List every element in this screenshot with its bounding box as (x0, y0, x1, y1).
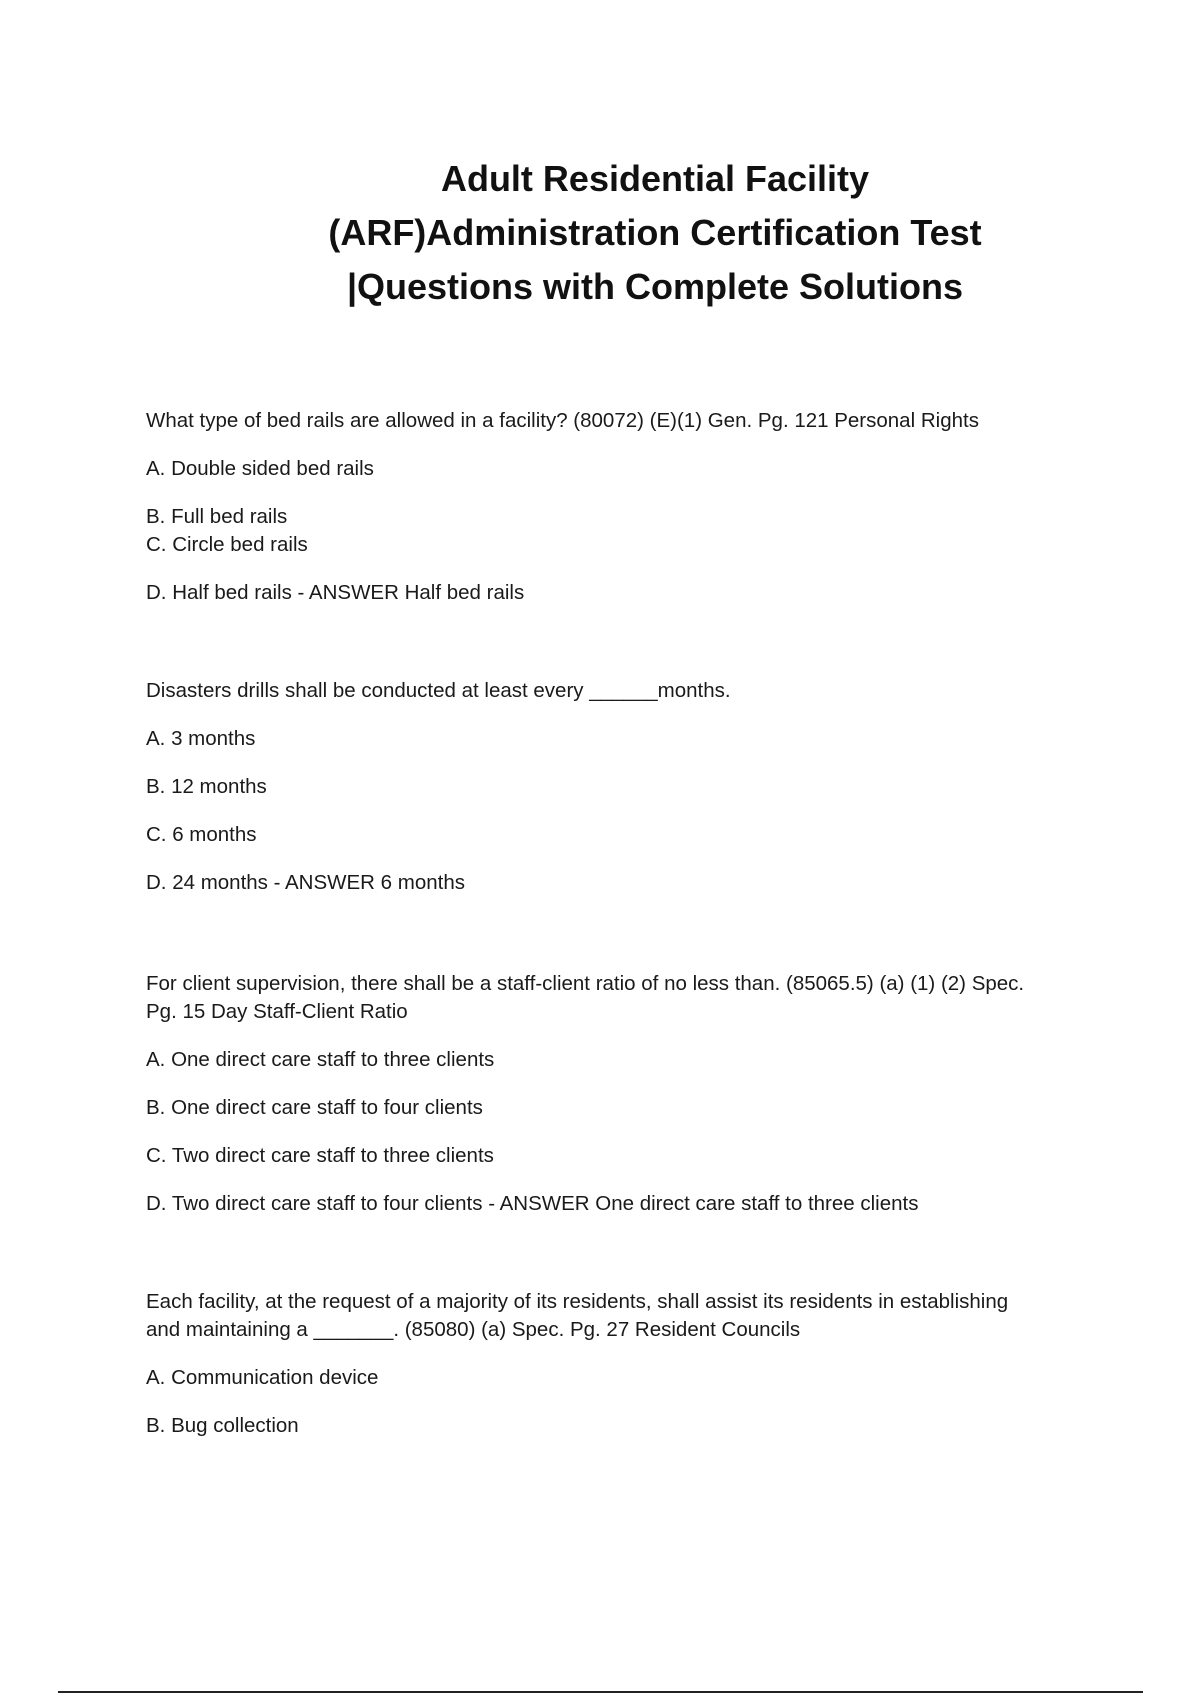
question-4 (146, 1288, 1046, 1440)
question-text: What type of bed rails are allowed in a facility? (80072) (E)(1) Gen. Pg. 121 Personal Rights (146, 409, 979, 432)
question-2 (146, 677, 1046, 897)
question-text: Disasters drills shall be conducted at least every ______months. (146, 679, 731, 702)
option-a: A. Communication device (146, 1366, 379, 1389)
option-b: B. Full bed rails (146, 505, 288, 528)
option-c: C. 6 months (146, 823, 257, 846)
option-d-answer: D. 24 months - ANSWER 6 months (146, 871, 466, 894)
question-text: Each facility, at the request of a majority of its residents, shall assist its residents in establishing and maintaining a _______. (85080) (a) Spec. Pg. 27 Resident Councils (146, 1290, 1009, 1341)
option-a: A. 3 months (146, 727, 256, 750)
document-title (290, 152, 1020, 314)
option-b: B. One direct care staff to four clients (146, 1096, 483, 1119)
title-line-2: (ARF)Administration Certification Test (328, 212, 982, 253)
option-d-answer: D. Two direct care staff to four clients - ANSWER One direct care staff to three clients (146, 1192, 919, 1215)
option-a: A. One direct care staff to three clients (146, 1048, 495, 1071)
title-line-3: |Questions with Complete Solutions (346, 266, 964, 307)
title-line-1: Adult Residential Facility (440, 158, 870, 199)
option-d-answer: D. Half bed rails - ANSWER Half bed rails (146, 581, 525, 604)
question-text: For client supervision, there shall be a staff-client ratio of no less than. (85065.5) (a) (1) (2) Spec. Pg. 15 Day Staff-Client Ratio (146, 972, 1025, 1023)
question-1 (146, 407, 1046, 607)
question-3 (146, 970, 1046, 1218)
option-c: C. Two direct care staff to three clients (146, 1144, 494, 1167)
option-c: C. Circle bed rails (146, 533, 308, 556)
option-a: A. Double sided bed rails (146, 457, 374, 480)
footer-divider (58, 1691, 1143, 1693)
option-b: B. Bug collection (146, 1414, 299, 1437)
option-b: B. 12 months (146, 775, 267, 798)
